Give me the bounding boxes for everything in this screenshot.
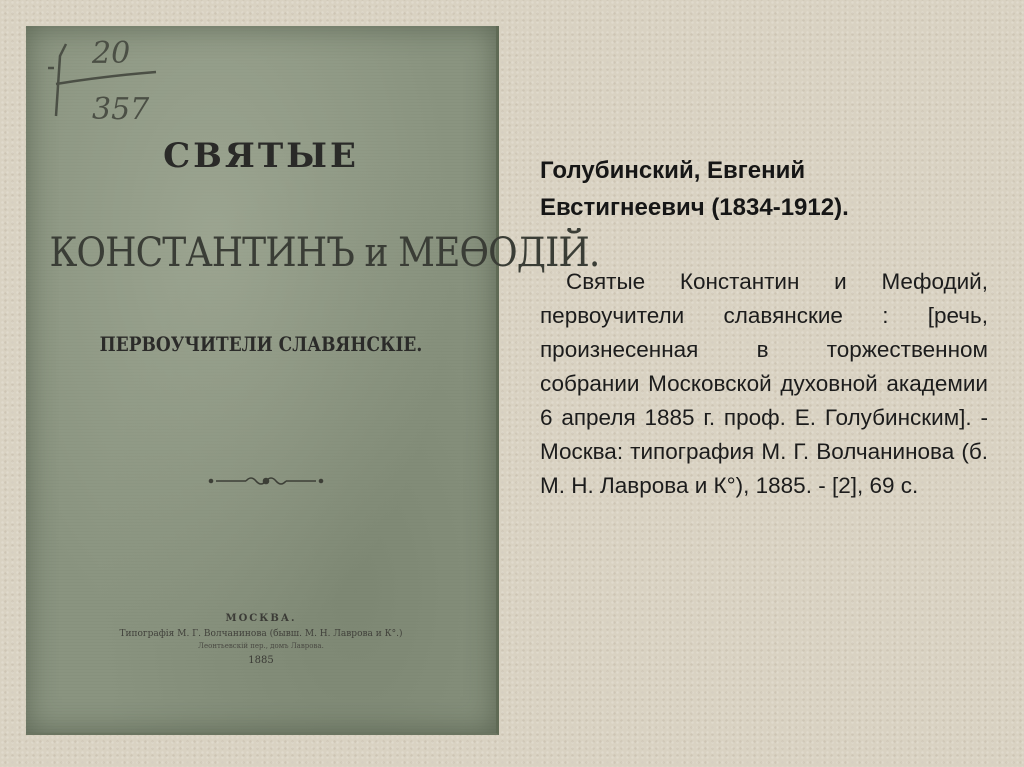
cover-printer: Типографія М. Г. Волчанинова (бывш. М. Н. Лаврова и К°.) [119, 629, 403, 639]
author-line-2: Евстигнеевич (1834-1912). [540, 194, 849, 221]
shelfmark-top: 20 [92, 36, 131, 71]
author-heading [540, 152, 960, 226]
ornament-divider [210, 478, 323, 484]
shelfmark-bottom: 357 [92, 92, 150, 127]
cover-city: МОСКВА. [225, 613, 297, 624]
author-line-1: Голубинский, Евгений [540, 157, 806, 184]
cover-title-line-1: СВЯТЫЕ [163, 136, 359, 176]
book-cover-image [26, 26, 600, 735]
cover-title-line-3: ПЕРВОУЧИТЕЛИ СЛАВЯНСКІЕ. [99, 332, 423, 356]
cover-decoration [26, 26, 600, 733]
bibliographic-description: Святые Константин и Мефодий, первоучители славянские : [речь, произнесенная в торжественном собрании Московской духовной академии 6 апреля 1885 г. проф. Е. Голубинским]. - Москва: типография М. Г. Волчанинова (б. М. Н. Лаврова и К°), 1885. - [2], 69 с. [540, 269, 988, 498]
cover-title-line-2: КОНСТАНТИНЪ и МЕѲОДІЙ. [49, 230, 600, 276]
shelfmark-fraction-line [56, 72, 156, 84]
cover-address: Леонтьевскій пер., домъ Лаврова. [198, 642, 324, 650]
shelfmark-bracket [48, 44, 66, 116]
cover-year: 1885 [248, 655, 274, 666]
